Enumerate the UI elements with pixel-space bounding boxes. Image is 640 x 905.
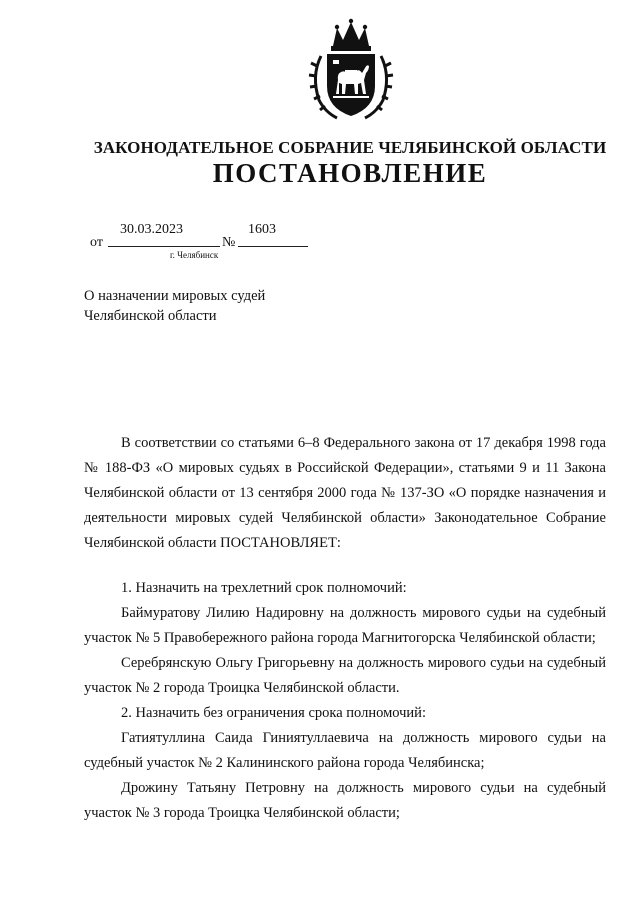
preamble-paragraph: В соответствии со статьями 6–8 Федерального закона от 17 декабря 1998 года № 188-ФЗ «О мировых судьях в Российской Федерации», статьями 9 и 11 Закона Челябинской области от 13 сентября 2000 года № 137-ЗО «О порядке назначения и деятельности мировых судей Челябинской области» Законодательное Собрание Челябинской области ПОСТАНОВЛЯЕТ:	[84, 435, 606, 551]
subject-line-1: О назначении мировых судей	[84, 288, 266, 304]
document-date: 30.03.2023	[120, 222, 183, 237]
subject-line-2: Челябинской области	[84, 308, 217, 324]
item-2-heading: 2. Назначить без ограничения срока полномочий:	[121, 705, 426, 721]
item-1-heading: 1. Назначить на трехлетний срок полномочий:	[121, 580, 407, 596]
item-1-appointment-a: Баймуратову Лилию Надировну на должность мирового судьи на судебный участок № 5 Правобережного района города Магнитогорска Челябинской области;	[84, 605, 606, 646]
item-2-appointment-a: Гатиятуллина Саида Гиниятуллаевича на должность мирового судьи на судебный участок № 2 Калининского района города Челябинска;	[84, 730, 606, 771]
document-subject	[84, 286, 344, 326]
document-type-title: ПОСТАНОВЛЕНИЕ	[212, 158, 488, 188]
document-city: г. Челябинск	[170, 250, 219, 260]
number-underline	[238, 246, 308, 247]
organization-title: ЗАКОНОДАТЕЛЬНОЕ СОБРАНИЕ ЧЕЛЯБИНСКОЙ ОБЛАСТИ	[93, 138, 607, 157]
number-prefix-label: №	[222, 235, 236, 250]
date-underline	[108, 246, 220, 247]
chelyabinsk-coat-of-arms-icon	[303, 16, 399, 124]
document-meta	[90, 222, 330, 262]
date-prefix-label: от	[90, 235, 103, 250]
item-1-appointment-b: Серебрянскую Ольгу Григорьевну на должность мирового судьи на судебный участок № 2 города Троицка Челябинской области.	[84, 655, 606, 696]
document-number: 1603	[248, 222, 276, 237]
document-body	[84, 431, 606, 826]
item-2-appointment-b: Дрожину Татьяну Петровну на должность мирового судьи на судебный участок № 3 города Троицка Челябинской области;	[84, 780, 606, 821]
